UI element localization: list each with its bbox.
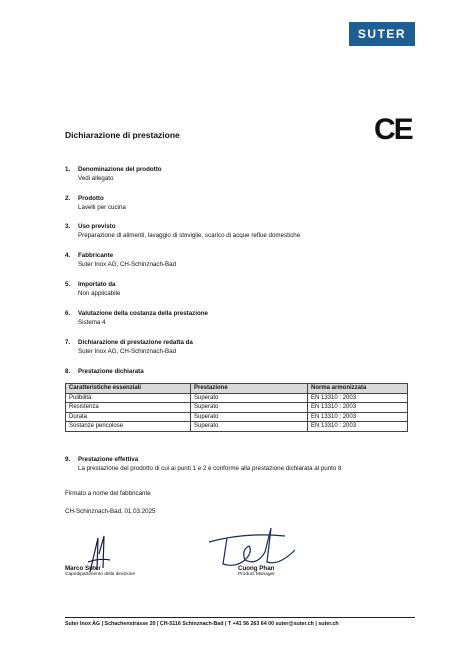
section-number: 2. — [65, 195, 71, 202]
section-number: 5. — [65, 281, 71, 288]
table-cell: EN 13310 : 2003 — [308, 422, 408, 432]
signatory-1 — [65, 565, 135, 577]
section-heading: Prestazione dichiarata — [78, 368, 144, 375]
document-title: Dichiarazione di prestazione — [65, 130, 180, 140]
section-value: Suter Inox AG, CH-Schinznach-Bad — [78, 347, 177, 355]
table-cell: Sostanze pericolose — [66, 422, 191, 432]
signatory-role: Capodipartimento della direzione — [65, 572, 136, 577]
section-heading: Valutazione della costanza della prestazione — [78, 310, 208, 317]
column-header: Caratteristiche essenziali — [66, 384, 191, 394]
table-row — [66, 412, 408, 422]
section-number: 7. — [65, 339, 71, 346]
table-row — [66, 422, 408, 432]
performance-table — [65, 383, 408, 432]
table-cell: Superato — [191, 422, 308, 432]
suter-logo: SUTER — [349, 22, 415, 46]
signatory-2 — [238, 565, 275, 577]
section-value: Preparazione di alimenti, lavaggio di stoviglie, scarico di acque reflue domestiche — [78, 231, 301, 239]
signatory-name: Marco Suter — [65, 565, 101, 572]
section-heading: Fabbricante — [78, 252, 114, 259]
table-cell: Superato — [191, 393, 308, 403]
table-cell: Resistenza — [66, 403, 191, 413]
section-value: La prestazione del prodotto di cui ai punti 1 e 2 è conforme alla prestazione dichiarata al punto 8 — [78, 464, 342, 472]
section-number: 3. — [65, 223, 71, 230]
table-cell: Superato — [191, 403, 308, 413]
table-cell: EN 13310 : 2003 — [308, 403, 408, 413]
section-heading: Uso previsto — [78, 223, 116, 230]
section-value: Non applicabile — [78, 289, 121, 297]
section-number: 9. — [65, 456, 71, 463]
table-cell: EN 13310 : 2003 — [308, 412, 408, 422]
footer-divider — [65, 617, 415, 618]
table-cell: Durata — [66, 412, 191, 422]
place-date: CH-Schinznach-Bad, 01.03.2025 — [65, 508, 156, 515]
column-header: Norma armonizzata — [308, 384, 408, 394]
table-row — [66, 393, 408, 403]
section-number: 1. — [65, 166, 71, 173]
section-number: 4. — [65, 252, 71, 259]
table-header-row — [66, 384, 408, 394]
ce-mark: CE — [374, 113, 412, 146]
section-number: 6. — [65, 310, 71, 317]
section-value: Suter Inox AG, CH-Schinznach-Bad — [78, 260, 177, 268]
section-value: Lavelli per cucina — [78, 203, 126, 211]
table-row — [66, 403, 408, 413]
column-header: Prestazione — [191, 384, 308, 394]
section-heading: Importato da — [78, 281, 116, 288]
table-cell: Pulibilità — [66, 393, 191, 403]
section-value: Sistema 4 — [78, 318, 106, 326]
signed-for-text: Firmato a nome del fabbricante — [65, 490, 151, 497]
section-heading: Prodotto — [78, 195, 104, 202]
footer-contact: Suter Inox AG | Schachenstrasse 20 | CH-5116 Schinznach-Bad | T +41 56 263 64 00 suter@suter.ch | suter.ch — [65, 621, 339, 627]
table-cell: Superato — [191, 412, 308, 422]
section-value: Vedi allegato — [78, 174, 114, 182]
table-cell: EN 13310 : 2003 — [308, 393, 408, 403]
signatory-name: Cuong Phan — [238, 565, 275, 572]
section-heading: Denominazione del prodotto — [78, 166, 162, 173]
signatory-role: Product Manager — [238, 572, 275, 577]
section-number: 8. — [65, 368, 71, 375]
section-heading: Dichiarazione di prestazione redatta da — [78, 339, 193, 346]
section-heading: Prestazione effettiva — [78, 456, 139, 463]
